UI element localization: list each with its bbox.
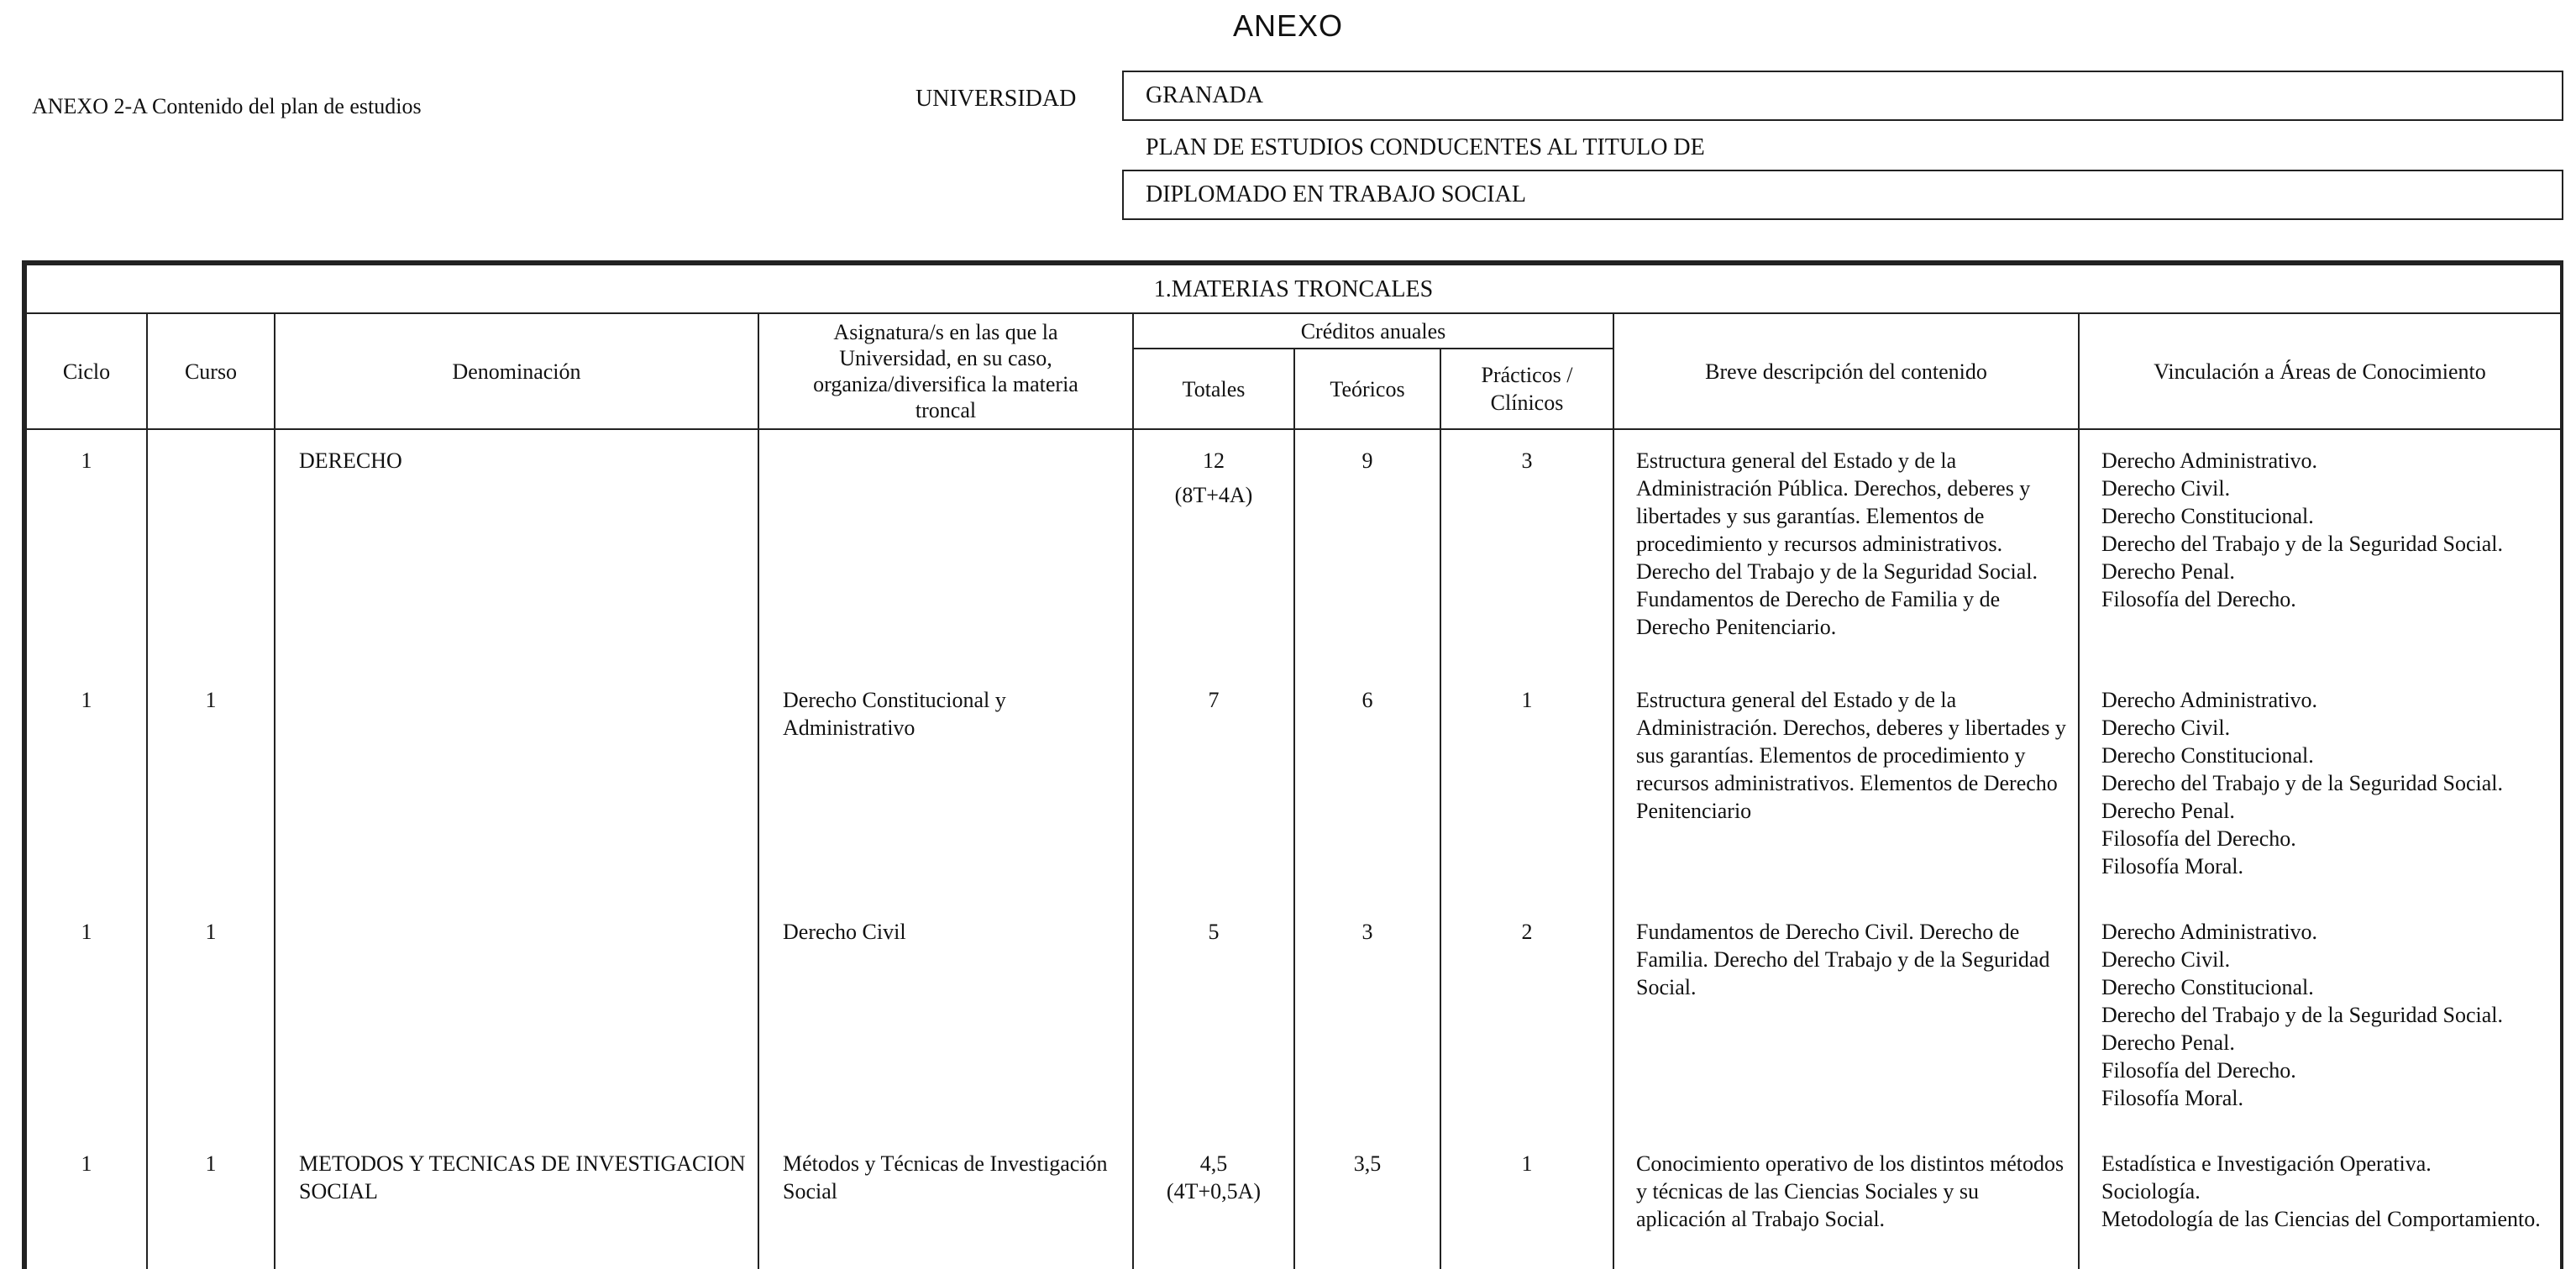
university-label: UNIVERSIDAD xyxy=(916,86,1077,112)
cell-descripcion: Fundamentos de Derecho Civil. Derecho de Familia. Derecho del Trabajo y de la Seguridad Social. xyxy=(1613,901,2079,1133)
cell-curso xyxy=(147,429,275,669)
area-item: Sociología. xyxy=(2101,1179,2201,1203)
cell-asignatura: Derecho Civil xyxy=(758,901,1133,1133)
section-title: 1.MATERIAS TRONCALES xyxy=(26,265,2561,313)
cell-totales xyxy=(1133,429,1294,669)
area-item: Derecho del Trabajo y de la Seguridad Social. xyxy=(2101,1003,2503,1027)
cell-totales xyxy=(1133,1133,1294,1269)
area-item: Metodología de las Ciencias del Comportamiento. xyxy=(2101,1207,2541,1231)
cell-descripcion: Estructura general del Estado y de la Administración Pública. Derechos, deberes y libertades y sus garantías. Elementos de procedimiento y recursos administrativos. Derecho del Trabajo y de la Seguridad Social. Fundamentos de Derecho de Familia y de Derecho Penitenciario. xyxy=(1613,429,2079,669)
cell-practicos: 2 xyxy=(1440,901,1613,1133)
area-item: Derecho Civil. xyxy=(2101,476,2231,501)
cell-totales xyxy=(1133,669,1294,901)
cell-asignatura: Derecho Constitucional y Administrativo xyxy=(758,669,1133,901)
materias-table xyxy=(25,264,2562,1269)
annex-label: ANEXO 2-A Contenido del plan de estudios xyxy=(32,94,422,118)
col-creditos: Créditos anuales xyxy=(1133,313,1613,349)
cell-ciclo: 1 xyxy=(26,429,147,669)
cell-ciclo: 1 xyxy=(26,1133,147,1269)
cell-teoricos: 6 xyxy=(1294,669,1440,901)
cell-ciclo: 1 xyxy=(26,669,147,901)
cell-curso: 1 xyxy=(147,901,275,1133)
cell-vinculacion xyxy=(2079,669,2561,901)
col-practicos: Prácticos / Clínicos xyxy=(1440,349,1613,429)
table-row xyxy=(26,1133,2561,1269)
area-item: Derecho Constitucional. xyxy=(2101,504,2314,528)
cell-practicos: 1 xyxy=(1440,1133,1613,1269)
area-item: Derecho Constitucional. xyxy=(2101,975,2314,999)
area-item: Derecho del Trabajo y de la Seguridad Social. xyxy=(2101,532,2503,556)
area-item: Filosofía del Derecho. xyxy=(2101,587,2296,611)
cell-teoricos: 3,5 xyxy=(1294,1133,1440,1269)
degree-value: DIPLOMADO EN TRABAJO SOCIAL xyxy=(1146,181,1526,207)
cell-teoricos: 9 xyxy=(1294,429,1440,669)
col-vinculacion: Vinculación a Áreas de Conocimiento xyxy=(2079,313,2561,429)
area-item: Derecho del Trabajo y de la Seguridad Social. xyxy=(2101,771,2503,795)
cell-denominacion xyxy=(275,669,758,901)
cell-curso: 1 xyxy=(147,1133,275,1269)
area-item: Estadística e Investigación Operativa. xyxy=(2101,1151,2432,1176)
cell-curso: 1 xyxy=(147,669,275,901)
totales-value: 12 xyxy=(1203,448,1225,473)
area-item: Derecho Administrativo. xyxy=(2101,688,2318,712)
totales-value: 4,5 xyxy=(1199,1151,1228,1176)
plan-label: PLAN DE ESTUDIOS CONDUCENTES AL TITULO DE xyxy=(1146,134,1705,160)
cell-denominacion: DERECHO xyxy=(275,429,758,669)
materias-table-frame xyxy=(22,260,2563,1269)
col-totales: Totales xyxy=(1133,349,1294,429)
area-item: Filosofía Moral. xyxy=(2101,854,2243,878)
area-item: Filosofía del Derecho. xyxy=(2101,826,2296,851)
area-item: Derecho Penal. xyxy=(2101,559,2235,584)
cell-denominacion xyxy=(275,901,758,1133)
col-asignatura: Asignatura/s en las que la Universidad, en su caso, organiza/diversifica la materia troncal xyxy=(758,313,1133,429)
cell-teoricos: 3 xyxy=(1294,901,1440,1133)
cell-practicos: 3 xyxy=(1440,429,1613,669)
cell-asignatura: Métodos y Técnicas de Investigación Social xyxy=(758,1133,1133,1269)
area-item: Derecho Civil. xyxy=(2101,716,2231,740)
area-item: Derecho Constitucional. xyxy=(2101,743,2314,768)
university-box xyxy=(1122,71,2563,121)
totales-value: 7 xyxy=(1208,688,1220,712)
col-curso: Curso xyxy=(147,313,275,429)
cell-practicos: 1 xyxy=(1440,669,1613,901)
totales-breakdown: (8T+4A) xyxy=(1174,483,1253,507)
cell-descripcion: Estructura general del Estado y de la Administración. Derechos, deberes y libertades y sus garantías. Elementos de procedimiento y recursos administrativos. Elementos de Derecho Penitenciario xyxy=(1613,669,2079,901)
cell-totales xyxy=(1133,901,1294,1133)
col-teoricos: Teóricos xyxy=(1294,349,1440,429)
document-title: ANEXO xyxy=(1232,8,1344,43)
table-row xyxy=(26,429,2561,669)
col-ciclo: Ciclo xyxy=(26,313,147,429)
area-item: Derecho Administrativo. xyxy=(2101,920,2318,944)
area-item: Filosofía Moral. xyxy=(2101,1086,2243,1110)
totales-value: 5 xyxy=(1208,920,1220,944)
cell-vinculacion xyxy=(2079,1133,2561,1269)
cell-denominacion: METODOS Y TECNICAS DE INVESTIGACION SOCIAL xyxy=(275,1133,758,1269)
university-value: GRANADA xyxy=(1146,82,1263,108)
totales-breakdown: (4T+0,5A) xyxy=(1166,1179,1262,1203)
area-item: Derecho Penal. xyxy=(2101,1030,2235,1055)
cell-asignatura xyxy=(758,429,1133,669)
col-denominacion: Denominación xyxy=(275,313,758,429)
area-item: Derecho Penal. xyxy=(2101,799,2235,823)
cell-vinculacion xyxy=(2079,429,2561,669)
area-item: Filosofía del Derecho. xyxy=(2101,1058,2296,1083)
table-row xyxy=(26,901,2561,1133)
table-row xyxy=(26,669,2561,901)
cell-ciclo: 1 xyxy=(26,901,147,1133)
col-descripcion: Breve descripción del contenido xyxy=(1613,313,2079,429)
area-item: Derecho Administrativo. xyxy=(2101,448,2318,473)
degree-box xyxy=(1122,170,2563,220)
cell-vinculacion xyxy=(2079,901,2561,1133)
cell-descripcion: Conocimiento operativo de los distintos métodos y técnicas de las Ciencias Sociales y su aplicación al Trabajo Social. xyxy=(1613,1133,2079,1269)
area-item: Derecho Civil. xyxy=(2101,947,2231,972)
